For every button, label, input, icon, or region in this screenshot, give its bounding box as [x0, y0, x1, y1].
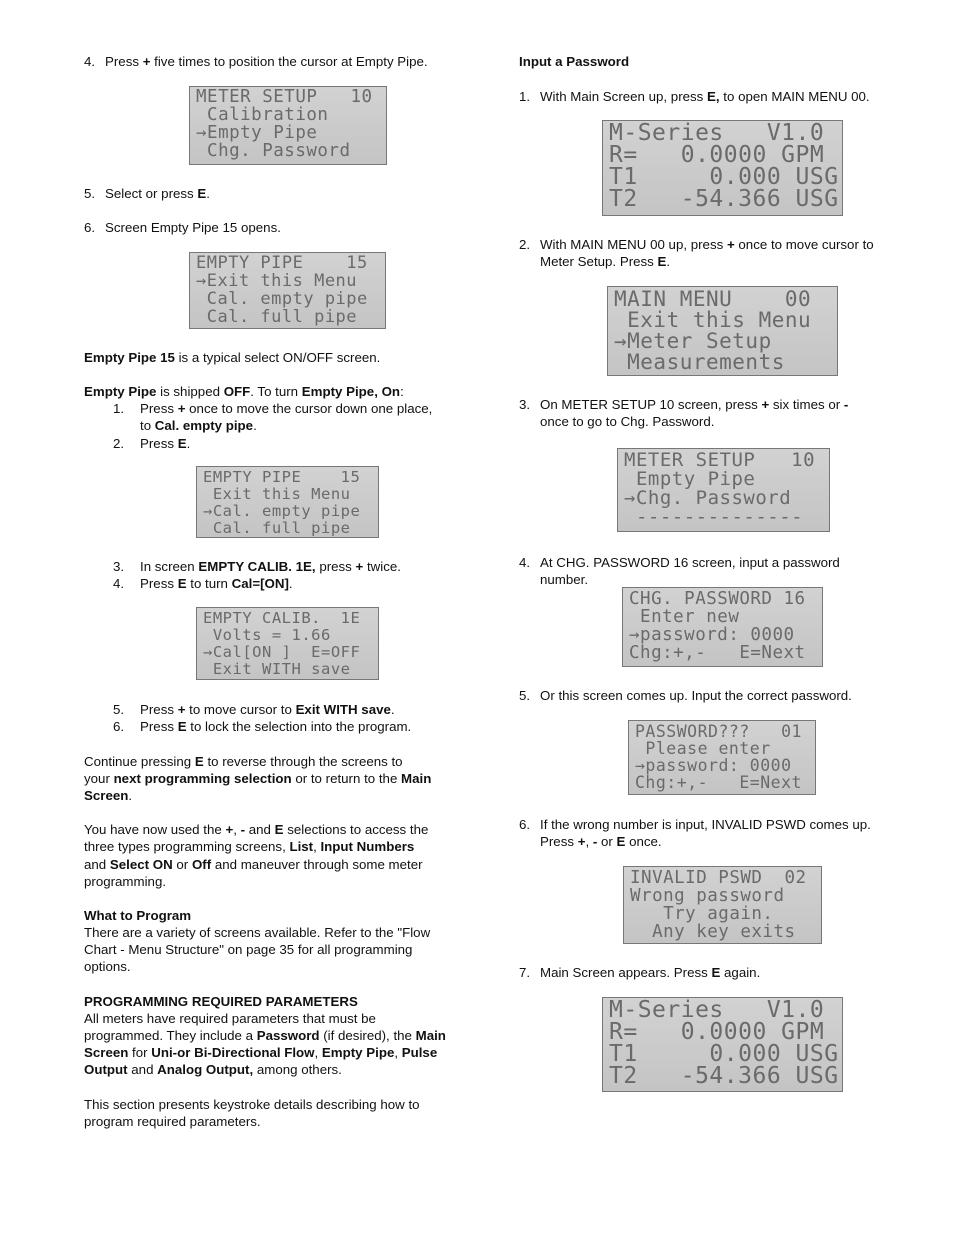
- paragraph-used-line1: You have now used the +, - and E selections to access the: [84, 822, 429, 837]
- required-line1: All meters have required parameters that must be: [84, 1011, 376, 1026]
- step-number: 4.: [84, 54, 96, 69]
- section-line2: program required parameters.: [84, 1114, 261, 1129]
- required-line4: Output and Analog Output, among others.: [84, 1062, 342, 1077]
- required-line2: programmed. They include a Password (if desired), the Main: [84, 1028, 446, 1043]
- lcd-invalid-password-screen: INVALID PSWD 02 Wrong password Try again. Any key exits: [623, 866, 822, 944]
- substep-number: 2.: [113, 436, 125, 451]
- paragraph-empty-pipe-15: Empty Pipe 15 is a typical select ON/OFF screen.: [84, 350, 381, 365]
- lcd-main-screen: M-Series V1.0 R= 0.0000 GPM T1 0.000 USG T2 -54.366 USG: [602, 120, 843, 216]
- right-step-1-text: With Main Screen up, press E, to open MAIN MENU 00.: [540, 89, 870, 104]
- lcd-meter-setup-password-screen: METER SETUP 10 Empty Pipe →Chg. Password --------------: [617, 448, 830, 532]
- lcd-main-screen-return: M-Series V1.0 R= 0.0000 GPM T1 0.000 USG T2 -54.366 USG: [602, 997, 843, 1092]
- right-step-7-text: Main Screen appears. Press E again.: [540, 965, 761, 980]
- substep-number: 4.: [113, 576, 125, 591]
- paragraph-empty-pipe-shipped: Empty Pipe is shipped OFF. To turn Empty Pipe, On:: [84, 384, 404, 399]
- required-line3: Screen for Uni-or Bi-Directional Flow, Empty Pipe, Pulse: [84, 1045, 438, 1060]
- paragraph-continue-line3: Screen.: [84, 788, 133, 803]
- paragraph-continue-line2: your next programming selection or to return to the Main: [84, 771, 432, 786]
- right-step-4-line1: At CHG. PASSWORD 16 screen, input a password: [540, 555, 840, 570]
- right-step-3-line1: On METER SETUP 10 screen, press + six times or -: [540, 397, 849, 412]
- step-number: 4.: [519, 555, 531, 570]
- lcd-meter-setup-screen: METER SETUP 10 Calibration →Empty Pipe Chg. Password: [189, 86, 387, 165]
- substep-5-text: Press + to move cursor to Exit WITH save.: [140, 702, 395, 717]
- substep-6-text: Press E to lock the selection into the program.: [140, 719, 412, 734]
- step-number: 3.: [519, 397, 531, 412]
- paragraph-continue-line1: Continue pressing E to reverse through the screens to: [84, 754, 403, 769]
- lcd-empty-pipe-cal-screen: EMPTY PIPE 15 Exit this Menu →Cal. empty pipe Cal. full pipe: [196, 466, 379, 538]
- right-step-4-line2: number.: [540, 572, 589, 587]
- substep-1-line2: to Cal. empty pipe.: [140, 418, 257, 433]
- lcd-empty-calib-screen: EMPTY CALIB. 1E Volts = 1.66 →Cal[ON ] E=OFF Exit WITH save: [196, 607, 379, 680]
- right-step-6-line1: If the wrong number is input, INVALID PSWD comes up.: [540, 817, 871, 832]
- right-step-6-line2: Press +, - or E once.: [540, 834, 662, 849]
- lcd-main-menu-screen: MAIN MENU 00 Exit this Menu →Meter Setup Measurements: [607, 286, 838, 376]
- lcd-empty-pipe-screen: EMPTY PIPE 15 →Exit this Menu Cal. empty pipe Cal. full pipe: [189, 252, 386, 329]
- right-step-5-text: Or this screen comes up. Input the correct password.: [540, 688, 852, 703]
- what-to-program-line1: There are a variety of screens available. Refer to the "Flow: [84, 925, 431, 940]
- paragraph-used-line3: and Select ON or Off and maneuver through some meter: [84, 857, 423, 872]
- step-number: 1.: [519, 89, 531, 104]
- step-number: 5.: [519, 688, 531, 703]
- substep-number: 6.: [113, 719, 125, 734]
- step-number: 6.: [519, 817, 531, 832]
- step-number: 7.: [519, 965, 531, 980]
- heading-input-password: Input a Password: [519, 54, 630, 69]
- lcd-change-password-screen: CHG. PASSWORD 16 Enter new →password: 0000 Chg:+,- E=Next: [622, 587, 823, 667]
- substep-1-line1: Press + once to move the cursor down one place,: [140, 401, 433, 416]
- paragraph-used-line4: programming.: [84, 874, 167, 889]
- right-step-2-line2: Meter Setup. Press E.: [540, 254, 671, 269]
- substep-3-text: In screen EMPTY CALIB. 1E, press + twice.: [140, 559, 401, 574]
- step-number: 5.: [84, 186, 96, 201]
- right-step-3-line2: once to go to Chg. Password.: [540, 414, 715, 429]
- heading-programming-required: PROGRAMMING REQUIRED PARAMETERS: [84, 994, 358, 1009]
- what-to-program-line2: Chart - Menu Structure" on page 35 for all programming: [84, 942, 413, 957]
- substep-number: 5.: [113, 702, 125, 717]
- substep-number: 3.: [113, 559, 125, 574]
- step-5-text: Select or press E.: [105, 186, 210, 201]
- step-number: 6.: [84, 220, 96, 235]
- paragraph-used-line2: three types programming screens, List, Input Numbers: [84, 839, 415, 854]
- step-number: 2.: [519, 237, 531, 252]
- substep-4-text: Press E to turn Cal=[ON].: [140, 576, 293, 591]
- step-4-text: Press + five times to position the cursor at Empty Pipe.: [105, 54, 428, 69]
- what-to-program-line3: options.: [84, 959, 131, 974]
- heading-what-to-program: What to Program: [84, 908, 192, 923]
- section-line1: This section presents keystroke details describing how to: [84, 1097, 420, 1112]
- lcd-password-prompt-screen: PASSWORD??? 01 Please enter →password: 0000 Chg:+,- E=Next: [628, 720, 816, 795]
- substep-number: 1.: [113, 401, 125, 416]
- right-step-2-line1: With MAIN MENU 00 up, press + once to move cursor to: [540, 237, 874, 252]
- step-6-text: Screen Empty Pipe 15 opens.: [105, 220, 281, 235]
- substep-2-text: Press E.: [140, 436, 191, 451]
